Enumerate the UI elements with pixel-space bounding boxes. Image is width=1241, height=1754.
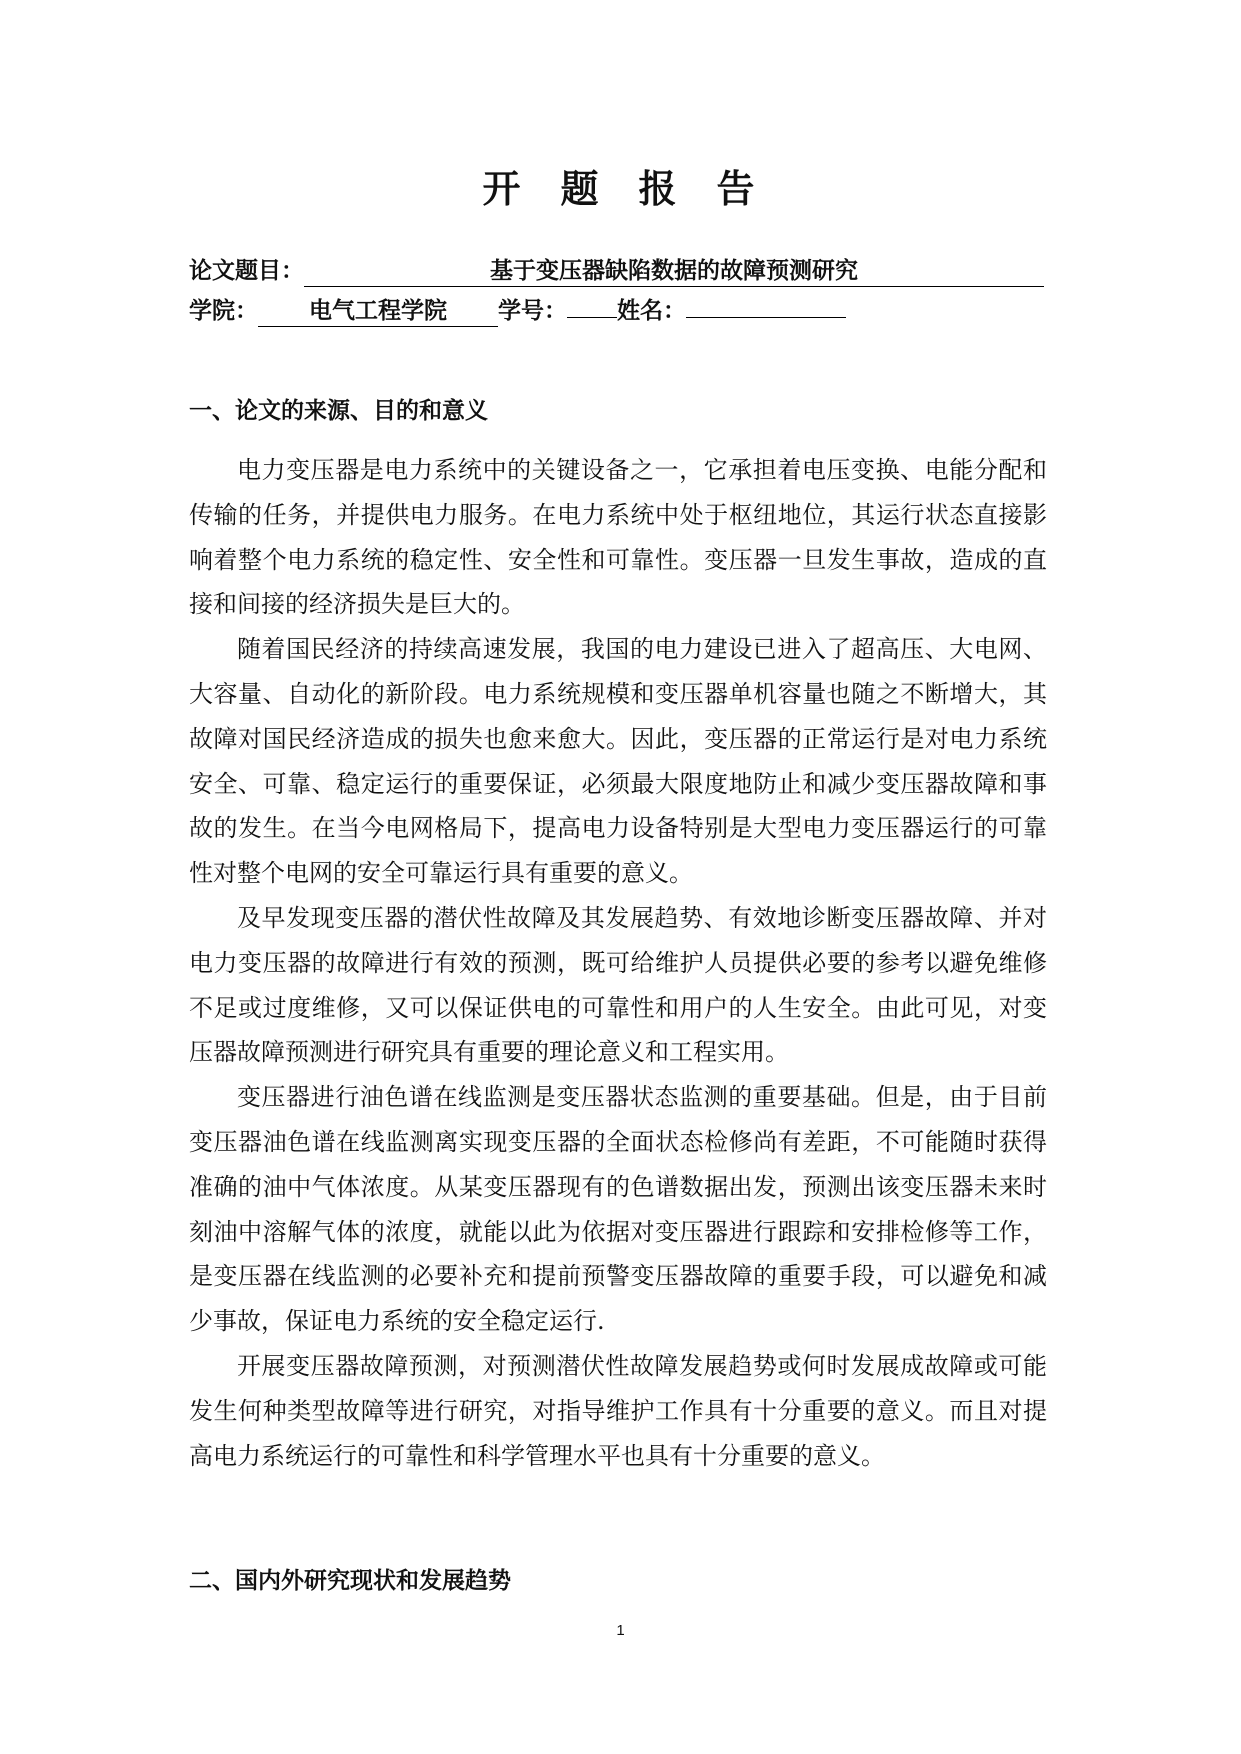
name-value — [686, 317, 846, 318]
paragraph: 开展变压器故障预测，对预测潜伏性故障发展趋势或何时发展成故障或可能发生何种类型故障等进行研究，对指导维护工作具有十分重要的意义。而且对提高电力系统运行的可靠性和科学管理水平也具有十分重要的意义。 — [189, 1351, 1047, 1470]
paragraph: 及早发现变压器的潜伏性故障及其发展趋势、有效地诊断变压器故障、并对电力变压器的故障进行有效的预测，既可给维护人员提供必要的参考以避免维修不足或过度维修，又可以保证供电的可靠性和用户的人生安全。由此可见，对变压器故障预测进行研究具有重要的理论意义和工程实用。 — [189, 903, 1047, 1067]
student-id-value — [567, 317, 617, 318]
college-label: 学院： — [189, 298, 258, 324]
thesis-title-value: 基于变压器缺陷数据的故障预测研究 — [304, 256, 1044, 287]
title-char: 报 — [638, 167, 681, 211]
name-label: 姓名： — [617, 298, 686, 324]
title-char: 告 — [716, 167, 759, 211]
college-value: 电气工程学院 — [258, 296, 498, 327]
thesis-title-label: 论文题目： — [189, 258, 304, 284]
paragraph: 随着国民经济的持续高速发展，我国的电力建设已进入了超高压、大电网、大容量、自动化的新阶段。电力系统规模和变压器单机容量也随之不断增大，其故障对国民经济造成的损失也愈来愈大。因此，变压器的正常运行是对电力系统安全、可靠、稳定运行的重要保证，必须最大限度地防止和减少变压器故障和事故的发生。在当今电网格局下，提高电力设备特别是大型电力变压器运行的可靠性对整个电网的安全可靠运行具有重要的意义。 — [189, 635, 1047, 888]
section-heading-1: 一、论文的来源、目的和意义 — [189, 398, 488, 424]
student-info-row — [189, 292, 846, 327]
thesis-title-row — [189, 252, 1044, 287]
section-1-body — [189, 448, 1047, 1478]
page-number: 1 — [616, 1622, 625, 1639]
title-char: 题 — [560, 167, 603, 211]
section-heading-2: 二、国内外研究现状和发展趋势 — [189, 1568, 511, 1594]
paragraph: 电力变压器是电力系统中的关键设备之一，它承担着电压变换、电能分配和传输的任务，并提供电力服务。在电力系统中处于枢纽地位，其运行状态直接影响着整个电力系统的稳定性、安全性和可靠性。变压器一旦发生事故，造成的直接和间接的经济损失是巨大的。 — [189, 456, 1047, 619]
paragraph: 变压器进行油色谱在线监测是变压器状态监测的重要基础。但是，由于目前变压器油色谱在线监测离实现变压器的全面状态检修尚有差距，不可能随时获得准确的油中气体浓度。从某变压器现有的色谱数据出发，预测出该变压器未来时刻油中溶解气体的浓度，就能以此为依据对变压器进行跟踪和安排检修等工作，是变压器在线监测的必要补充和提前预警变压器故障的重要手段，可以避免和减少事故，保证电力系统的安全稳定运行. — [189, 1083, 1047, 1336]
title-char: 开 — [482, 167, 525, 211]
report-title — [0, 158, 1241, 213]
student-id-label: 学号： — [498, 298, 567, 324]
